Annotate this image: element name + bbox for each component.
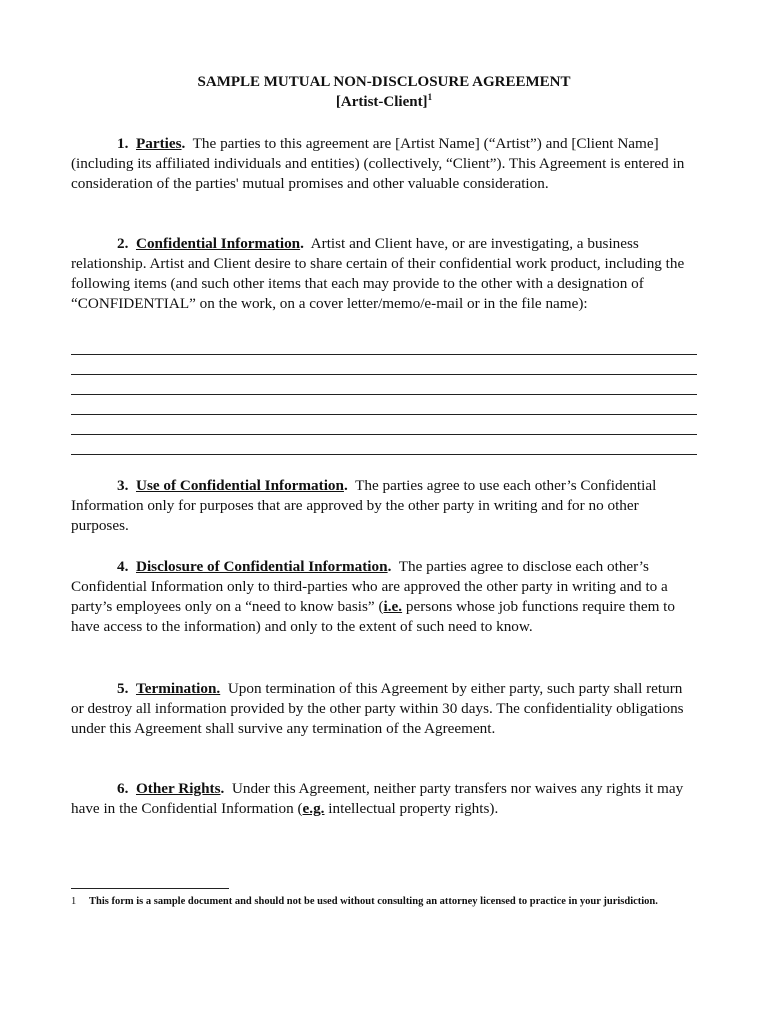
heading-punctuation: . [387,558,392,575]
section-number: 3. [117,477,129,494]
section-number: 4. [117,558,129,575]
section-heading: Confidential Information [135,235,301,252]
section-heading: Other Rights [135,780,221,797]
heading-punctuation: . [220,780,225,797]
section-body: Artist and Client have, or are investigating, a business relationship. Artist and Client desire to share certain of their confidential work product, including the following items (and such other items that each may provide to the other with a designation of “CONFIDENTIAL” on the work, on a cover letter/memo/e-mail or in the file name): [71,235,685,313]
footnote-separator [71,888,229,889]
section-use-of-confidential-information [71,476,697,536]
heading-punctuation: . [343,477,348,494]
subtitle-text: [Artist-Client] [335,94,428,110]
section-body: The parties to this agreement are [Artist Name] (“Artist”) and [Client Name] (including its affiliated individuals and entities) (collectively, “Client”). This Agreement is entered in consideration of the parties' mutual promises and other valuable consideration. [71,135,685,193]
section-number: 5. [117,680,129,697]
section-body-part-2: intellectual property rights). [324,800,499,818]
blank-line[interactable] [71,414,697,415]
section-number: 1. [117,135,129,152]
section-body-part-1: The parties agree to disclose each other’s Confidential Information only to third-parties who are approved the other party in writing and to a party’s employees only on a “need to know basis” ( [71,558,668,616]
section-heading: Use of Confidential Information [135,477,344,494]
heading-punctuation: . [181,135,186,152]
section-other-rights [71,779,697,819]
document-title [0,73,768,91]
section-heading: Disclosure of Confidential Information [135,558,388,575]
section-body-part-2: persons whose job functions require them to have access to the information) and only to the extent of such need to know. [71,598,675,636]
section-body: The parties agree to use each other’s Confidential Information only for purposes that are approved by the other party in writing and for no other purposes. [71,477,657,535]
section-body-part-1: Under this Agreement, neither party transfers nor waives any rights it may have in the Confidential Information ( [71,780,684,818]
blank-line[interactable] [71,374,697,375]
footnote-reference[interactable]: 1 [427,92,433,102]
section-confidential-information [71,234,697,314]
footnote [71,895,691,909]
blank-line[interactable] [71,394,697,395]
footnote-text: This form is a sample document and should not be used without consulting an attorney licensed to practice in your jurisdiction. [89,896,658,907]
section-number: 2. [117,235,129,252]
abbreviation-eg: e.g. [302,800,325,818]
section-heading: Parties [135,135,182,152]
abbreviation-ie: i.e. [383,598,403,616]
heading-punctuation: . [300,235,304,252]
section-parties [71,134,697,194]
section-number: 6. [117,780,129,797]
footnote-number: 1 [71,896,77,907]
section-termination [71,679,697,739]
section-body: Upon termination of this Agreement by either party, such party shall return or destroy all information provided by the other party within 30 days. The confidentiality obligations under this Agreement shall survive any termination of the Agreement. [71,680,684,738]
blank-line[interactable] [71,434,697,435]
blank-line[interactable] [71,354,697,355]
section-disclosure-of-confidential-information [71,557,697,637]
blank-line[interactable] [71,454,697,455]
section-heading: Termination. [135,680,221,697]
document-subtitle [0,93,768,111]
title-text: SAMPLE MUTUAL NON-DISCLOSURE AGREEMENT [197,74,571,90]
